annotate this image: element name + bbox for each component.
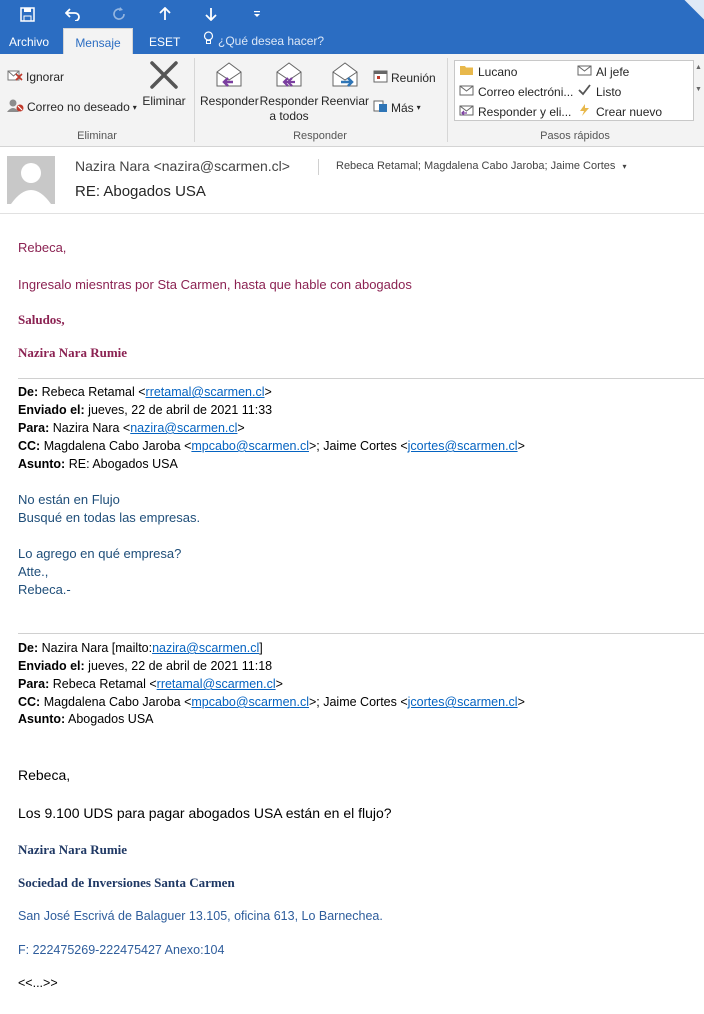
arrow-down-icon[interactable] [197, 0, 225, 28]
meta-value: Nazira Nara < [52, 421, 131, 435]
meta-label: De: [18, 385, 39, 399]
group-label-eliminar: Eliminar [77, 130, 117, 142]
reply2-question: Los 9.100 UDS para pagar abogados USA están en el flujo? [18, 805, 392, 821]
quick-step-label: Crear nuevo [596, 104, 663, 119]
lightning-icon [577, 104, 592, 119]
meeting-button[interactable] [373, 69, 436, 86]
group-label-pasos-rapidos: Pasos rápidos [540, 130, 610, 142]
email-link[interactable]: nazira@scarmen.cl [130, 421, 238, 435]
delete-button[interactable] [141, 60, 187, 109]
forward-mail-icon [577, 64, 592, 79]
reply2-signature-name: Nazira Nara Rumie [18, 842, 128, 857]
redo-icon[interactable] [105, 0, 133, 28]
email-link[interactable]: mpcabo@scarmen.cl [191, 695, 309, 709]
meeting-label: Reunión [391, 70, 436, 85]
meta-value: RE: Abogados USA [68, 457, 178, 471]
forward-icon [320, 60, 370, 94]
more-button[interactable] [373, 99, 421, 116]
arrow-up-icon[interactable] [151, 0, 179, 28]
reply2-signature-phone: F: 222475269-222475427 Anexo:104 [18, 943, 225, 957]
quick-steps-gallery [454, 60, 694, 121]
email-link[interactable]: mpcabo@scarmen.cl [191, 439, 309, 453]
mail-icon [459, 84, 474, 99]
reply1-body-line: Rebeca.- [18, 582, 71, 597]
meta-value: >; Jaime Cortes < [308, 439, 408, 453]
meta-value: > [264, 385, 272, 399]
group-divider [194, 58, 195, 142]
window-corner [668, 0, 704, 28]
meta-value: Nazira Nara [mailto: [41, 641, 153, 655]
body-closing: Saludos, [18, 312, 65, 327]
chevron-down-icon[interactable]: ▾ [622, 162, 627, 171]
reply-label: Responder [200, 94, 259, 108]
reply1-body-line: No están en Flujo [18, 492, 120, 507]
message-header [0, 147, 704, 214]
chevron-down-icon[interactable]: ▼ [695, 86, 702, 93]
meeting-icon [373, 69, 388, 86]
chevron-up-icon[interactable]: ▲ [695, 64, 702, 71]
email-link[interactable]: nazira@scarmen.cl [152, 641, 260, 655]
quick-step-label: Correo electróni... [478, 84, 574, 99]
meta-value: > [517, 695, 525, 709]
email-link[interactable]: rretamal@scarmen.cl [156, 677, 276, 691]
reply2-signature-address: San José Escrivá de Balaguer 13.105, oficina 613, Lo Barnechea. [18, 909, 383, 923]
meta-value: Rebeca Retamal < [41, 385, 146, 399]
body-line: Ingresalo miesntras por Sta Carmen, hasta que hable con abogados [18, 277, 412, 292]
email-link[interactable]: jcortes@scarmen.cl [407, 695, 518, 709]
quick-steps-scroll[interactable] [694, 60, 704, 121]
divider [318, 159, 319, 175]
quick-step-label: Lucano [478, 64, 518, 79]
lightbulb-icon [203, 27, 214, 55]
meta-label: De: [18, 641, 39, 655]
reply-delete-icon [459, 104, 474, 119]
quick-step-label: Al jefe [596, 64, 630, 79]
recipients[interactable] [336, 160, 627, 172]
ignore-icon [7, 68, 23, 85]
title-bar [0, 0, 704, 28]
divider [18, 633, 704, 634]
meta-value: Rebeca Retamal < [52, 677, 157, 691]
reply2-to [18, 677, 283, 691]
meta-value: ] [259, 641, 263, 655]
meta-label: CC: [18, 695, 41, 709]
meta-label: Asunto: [18, 457, 66, 471]
meta-label: Para: [18, 421, 50, 435]
quick-step-label: Listo [596, 84, 622, 99]
delete-label: Eliminar [142, 94, 186, 108]
body-greeting: Rebeca, [18, 240, 67, 255]
tab-eset[interactable]: ESET [149, 35, 181, 49]
tab-mensaje[interactable]: Mensaje [63, 28, 133, 54]
group-divider [447, 58, 448, 142]
meta-value: >; Jaime Cortes < [308, 695, 408, 709]
quick-step-correo[interactable] [459, 84, 573, 99]
folder-icon [459, 64, 474, 79]
email-link[interactable]: jcortes@scarmen.cl [407, 439, 518, 453]
customize-icon[interactable] [243, 0, 271, 28]
quick-step-label: Responder y eli... [478, 104, 572, 119]
reply1-from [18, 385, 272, 399]
ignore-label: Ignorar [26, 69, 65, 84]
meta-label: Para: [18, 677, 50, 691]
attachment-placeholder: <<...>> [18, 976, 58, 990]
divider [18, 378, 704, 379]
quick-step-al-jefe[interactable] [577, 64, 629, 79]
meta-value: Abogados USA [68, 712, 154, 726]
reply-all-button[interactable] [259, 60, 319, 124]
more-label: Más [391, 100, 414, 115]
avatar [7, 156, 55, 204]
reply1-to [18, 421, 245, 435]
reply1-subject [18, 457, 178, 471]
reply2-cc [18, 695, 525, 709]
quick-step-crear-nuevo[interactable] [577, 104, 662, 119]
meta-value: Magdalena Cabo Jaroba < [43, 695, 192, 709]
delete-icon [141, 60, 187, 94]
reply-all-label-1: Responder [259, 94, 319, 108]
ribbon [0, 54, 704, 147]
quick-step-responder-eliminar[interactable] [459, 104, 571, 119]
meta-value: > [275, 677, 283, 691]
undo-icon[interactable] [59, 0, 87, 28]
meta-value: > [237, 421, 245, 435]
body-signature: Nazira Nara Rumie [18, 345, 128, 360]
meta-label: Asunto: [18, 712, 66, 726]
reply2-from [18, 641, 263, 655]
forward-button[interactable] [320, 60, 370, 109]
reply2-sent [18, 659, 272, 673]
junk-button[interactable] [7, 98, 137, 116]
message-subject: RE: Abogados USA [75, 183, 206, 200]
more-icon [373, 99, 388, 116]
meta-label: CC: [18, 439, 41, 453]
tab-archivo[interactable]: Archivo [9, 35, 50, 49]
junk-icon [7, 98, 24, 116]
group-label-responder: Responder [293, 130, 347, 142]
meta-value: Magdalena Cabo Jaroba < [43, 439, 192, 453]
reply-icon [200, 60, 258, 94]
reply-button[interactable] [200, 60, 258, 109]
junk-label: Correo no deseado [27, 100, 130, 114]
quick-step-lucano[interactable] [459, 64, 517, 79]
reply1-body-line: Lo agrego en qué empresa? [18, 546, 182, 561]
reply2-signature-company: Sociedad de Inversiones Santa Carmen [18, 875, 235, 890]
checkmark-icon [577, 84, 592, 99]
forward-label: Reenviar [320, 94, 370, 108]
meta-value: > [517, 439, 525, 453]
tell-me-label: ¿Qué desea hacer? [218, 34, 325, 48]
reply1-body-line: Busqué en todas las empresas. [18, 510, 201, 525]
reply1-body-line: Atte., [18, 564, 49, 579]
ignore-button[interactable] [7, 68, 64, 85]
sender[interactable]: Nazira Nara <nazira@scarmen.cl> [75, 158, 290, 174]
tell-me-search[interactable] [203, 28, 324, 54]
ribbon-tabs [0, 28, 704, 54]
reply-all-icon [259, 60, 319, 94]
reply2-subject [18, 712, 154, 726]
chevron-down-icon: ▾ [132, 102, 137, 112]
email-link[interactable]: rretamal@scarmen.cl [145, 385, 265, 399]
chevron-down-icon: ▾ [416, 103, 421, 112]
reply-all-label-2: a todos [269, 109, 309, 123]
meta-label: Enviado el: [18, 659, 85, 673]
quick-step-listo[interactable] [577, 84, 621, 99]
recipients-label: Rebeca Retamal; Magdalena Cabo Jaroba; Jaime Cortes [336, 160, 616, 172]
reply1-sent [18, 403, 272, 417]
meta-value: jueves, 22 de abril de 2021 11:33 [88, 403, 273, 417]
reply2-greeting: Rebeca, [18, 767, 71, 783]
meta-label: Enviado el: [18, 403, 85, 417]
reply1-cc [18, 439, 525, 453]
meta-value: jueves, 22 de abril de 2021 11:18 [88, 659, 273, 673]
save-icon[interactable] [13, 0, 41, 28]
